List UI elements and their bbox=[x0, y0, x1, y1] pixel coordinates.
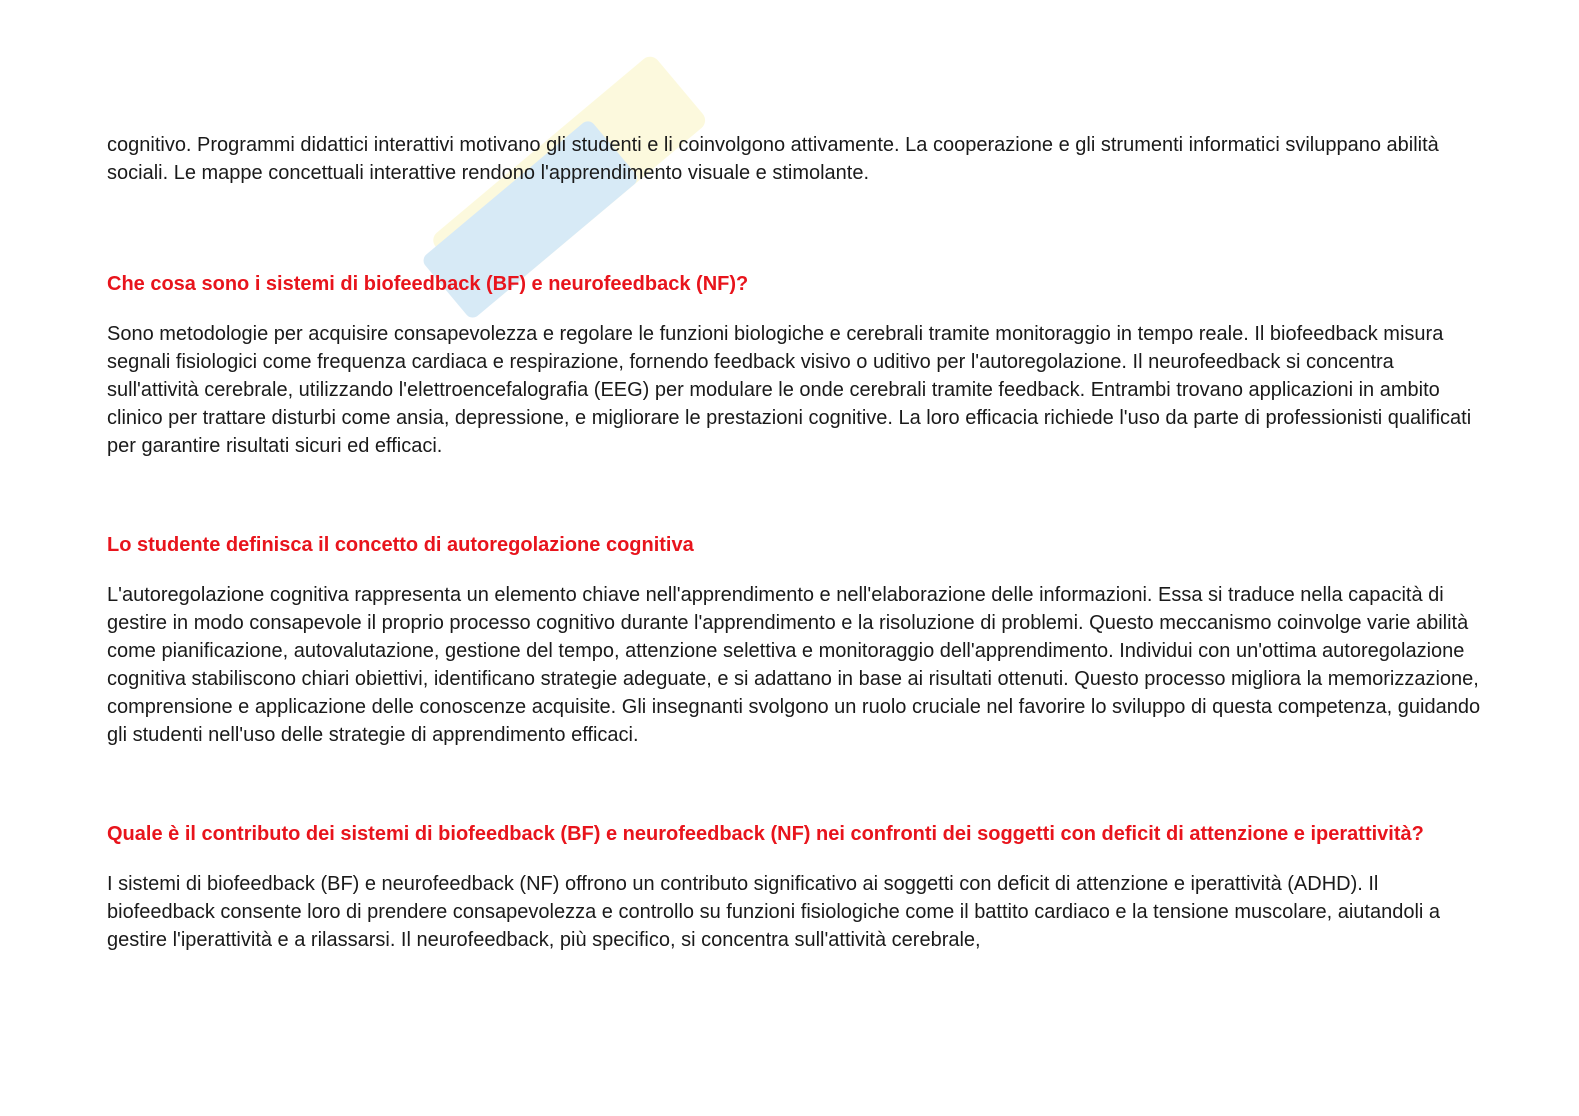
answer-paragraph: L'autoregolazione cognitiva rappresenta un elemento chiave nell'apprendimento e nell'elaborazione delle informazioni. Essa si traduce nella capacità di gestire in modo consapevole il proprio processo cognitivo durante l'apprendimento e la risoluzione di problemi. Questo meccanismo coinvolge varie abilità come pianificazione, autovalutazione, gestione del tempo, attenzione selettiva e monitoraggio dell'apprendimento. Individui con un'ottima autoregolazione cognitiva stabiliscono chiari obiettivi, identificano strategie adeguate, e si adattano in base ai risultati ottenuti. Questo processo migliora la memorizzazione, comprensione e applicazione delle conoscenze acquisite. Gli insegnanti svolgono un ruolo cruciale nel favorire lo sviluppo di questa competenza, guidando gli studenti nell'uso delle strategie di apprendimento efficaci. bbox=[107, 584, 1481, 746]
question-heading: Che cosa sono i sistemi di biofeedback (BF) e neurofeedback (NF)? bbox=[107, 273, 749, 295]
question-heading: Lo studente definisca il concetto di autoregolazione cognitiva bbox=[107, 534, 694, 556]
document-page bbox=[107, 131, 1487, 954]
answer-paragraph: Sono metodologie per acquisire consapevolezza e regolare le funzioni biologiche e cerebrali tramite monitoraggio in tempo reale. Il biofeedback misura segnali fisiologici come frequenza cardiaca e respirazione, fornendo feedback visivo o uditivo per l'autoregolazione. Il neurofeedback si concentra sull'attività cerebrale, utilizzando l'elettroencefalografia (EEG) per modulare le onde cerebrali tramite feedback. Entrambi trovano applicazioni in ambito clinico per trattare disturbi come ansia, depressione, e migliorare le prestazioni cognitive. La loro efficacia richiede l'uso da parte di professionisti qualificati per garantire risultati sicuri ed efficaci. bbox=[107, 323, 1472, 457]
question-heading: Quale è il contributo dei sistemi di biofeedback (BF) e neurofeedback (NF) nei confronti dei soggetti con deficit di attenzione e iperattività? bbox=[107, 823, 1424, 845]
intro-paragraph: cognitivo. Programmi didattici interattivi motivano gli studenti e li coinvolgono attivamente. La cooperazione e gli strumenti informatici sviluppano abilità sociali. Le mappe concettuali interattive rendono l'apprendimento visuale e stimolante. bbox=[107, 134, 1439, 184]
answer-paragraph: I sistemi di biofeedback (BF) e neurofeedback (NF) offrono un contributo significativo ai soggetti con deficit di attenzione e iperattività (ADHD). Il biofeedback consente loro di prendere consapevolezza e controllo su funzioni fisiologiche come il battito cardiaco e la tensione muscolare, aiutandoli a gestire l'iperattività e a rilassarsi. Il neurofeedback, più specifico, si concentra sull'attività cerebrale, bbox=[107, 873, 1441, 951]
